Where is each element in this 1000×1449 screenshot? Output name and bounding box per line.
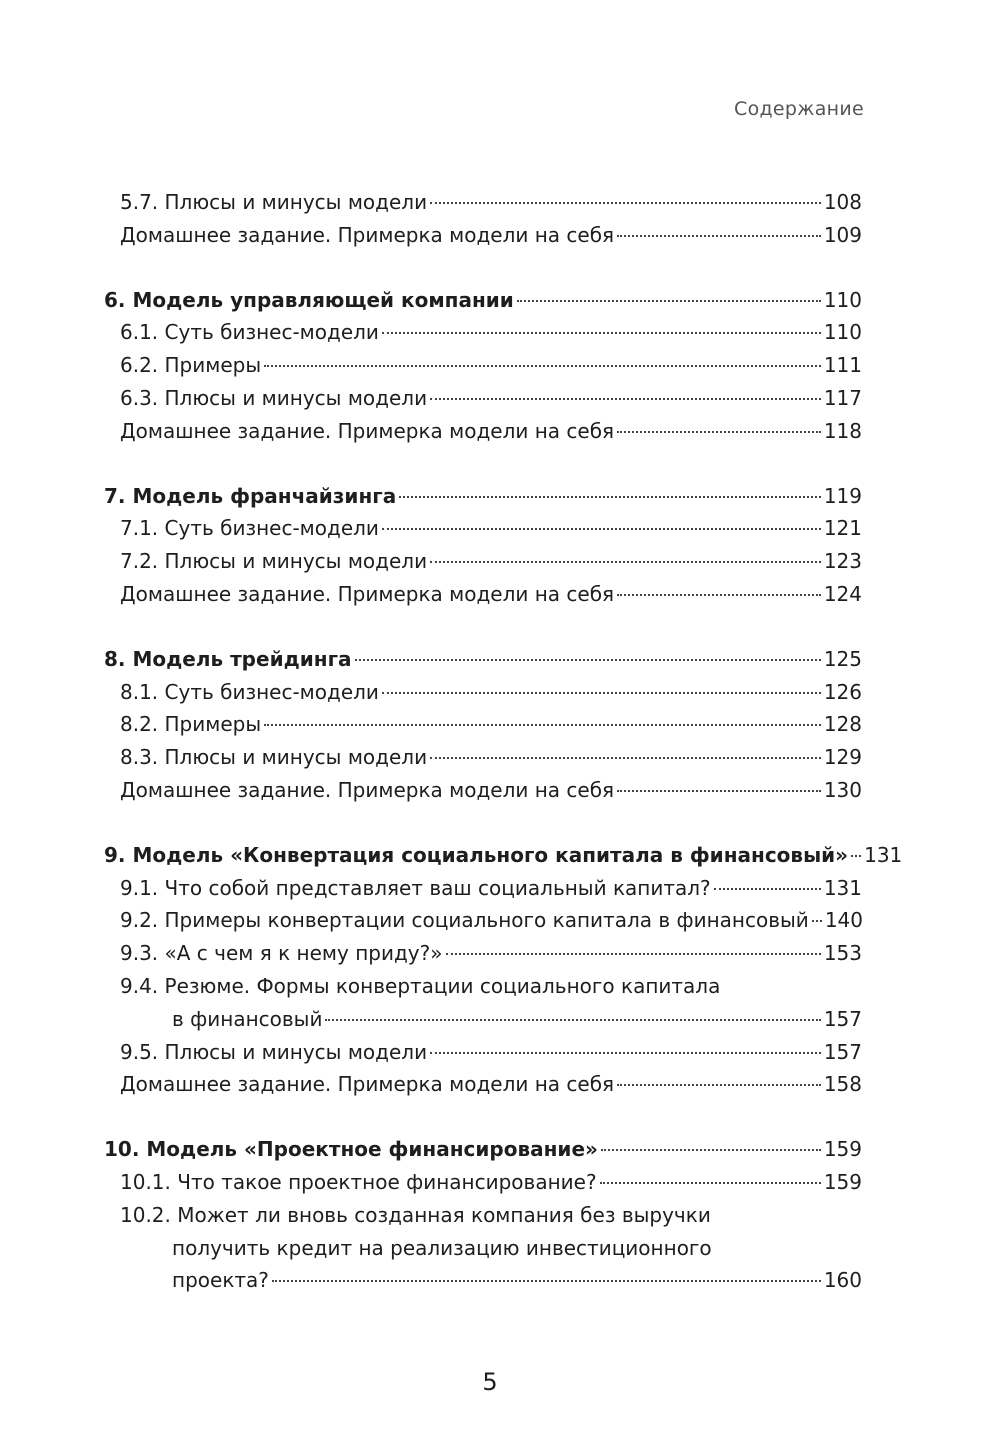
toc-chapter-entry[interactable] [104,839,903,872]
dot-leader [851,855,861,857]
dot-leader [617,431,821,433]
dot-leader [600,1182,821,1184]
toc-entry[interactable] [120,349,862,382]
toc-entry-title: 8.2. Примеры [120,712,262,737]
toc-chapter-entry[interactable] [104,284,862,317]
dot-leader [517,300,821,302]
dot-leader [355,659,821,661]
toc-entry-page: 126 [823,679,862,704]
table-of-contents [0,186,1000,1297]
toc-entry-page: 121 [823,516,862,541]
toc-entry-title-continuation: в финансовый [172,1006,323,1031]
toc-entry-page: 128 [823,712,862,737]
dot-leader [617,594,821,596]
toc-entry-page: 159 [823,1137,862,1162]
toc-entry[interactable] [120,904,862,937]
toc-entry-title: 10.1. Что такое проектное финансирование? [120,1169,597,1194]
toc-entry[interactable] [120,1166,862,1199]
toc-entry-title: 5.7. Плюсы и минусы модели [120,190,428,214]
toc-entry-title-continuation: получить кредит на реализацию инвестиционного [172,1235,712,1260]
toc-group-7 [0,480,1000,611]
toc-entry[interactable] [120,708,862,741]
toc-group-5 [0,186,1000,252]
toc-chapter-entry[interactable] [104,480,862,513]
toc-entry-page: 111 [823,353,862,378]
toc-entry-page: 108 [823,190,862,214]
toc-group-9 [0,839,1000,1101]
toc-chapter-entry[interactable] [104,1133,862,1166]
dot-leader [325,1019,820,1021]
toc-entry-page: 129 [823,745,862,770]
toc-entry-title: 7.2. Плюсы и минусы модели [120,549,428,574]
toc-entry-page: 158 [823,1072,862,1097]
toc-entry-page: 118 [823,418,862,443]
dot-leader [272,1280,821,1282]
toc-entry[interactable] [120,1068,862,1101]
toc-entry[interactable] [120,316,862,349]
toc-entry-page: 110 [823,320,862,345]
page-number: 5 [482,1368,498,1396]
toc-entry-title: Домашнее задание. Примерка модели на себя [120,777,615,802]
toc-entry-page: 157 [823,1006,862,1031]
dot-leader [617,1084,821,1086]
dot-leader [430,398,821,400]
toc-entry-multiline-start[interactable] [120,1199,862,1232]
toc-entry[interactable] [120,545,862,578]
toc-entry-title: 9.5. Плюсы и минусы модели [120,1039,428,1064]
toc-entry-title: 9.3. «А с чем я к нему приду?» [120,941,443,966]
toc-chapter-title: 8. Модель трейдинга [104,646,352,671]
dot-leader [399,496,821,498]
toc-entry-page: 110 [823,287,862,312]
dot-leader [601,1149,821,1151]
toc-entry-continuation[interactable] [172,1003,862,1036]
dot-leader [617,790,821,792]
toc-entry[interactable] [120,219,862,252]
toc-entry-continuation[interactable] [172,1264,862,1297]
toc-entry[interactable] [120,382,862,415]
toc-entry-page: 153 [823,941,862,966]
toc-entry[interactable] [120,676,862,709]
toc-entry[interactable] [120,937,862,970]
toc-entry[interactable] [120,186,862,219]
dot-leader [812,920,822,922]
toc-chapter-entry[interactable] [104,643,862,676]
dot-leader [714,888,821,890]
dot-leader [264,365,821,367]
toc-entry-page: 117 [823,385,862,410]
dot-leader [430,202,821,204]
toc-entry-title: 6.1. Суть бизнес-модели [120,320,379,345]
toc-entry-page: 119 [823,483,862,508]
toc-entry[interactable] [120,774,862,807]
toc-entry-page: 130 [823,777,862,802]
dot-leader [430,561,821,563]
toc-chapter-title: 9. Модель «Конвертация социального капитала в финансовый» [104,842,849,867]
dot-leader [382,692,821,694]
toc-entry-title: 6.2. Примеры [120,353,262,378]
toc-chapter-title: 10. Модель «Проектное финансирование» [104,1137,598,1162]
toc-chapter-title: 6. Модель управляющей компании [104,287,514,312]
toc-entry-title: 10.2. Может ли вновь созданная компания без выручки [120,1202,711,1227]
toc-entry-page: 123 [823,549,862,574]
toc-entry[interactable] [120,741,862,774]
toc-entry[interactable] [120,415,862,448]
toc-entry[interactable] [120,512,862,545]
toc-entry-title: 8.3. Плюсы и минусы модели [120,745,428,770]
toc-entry-multiline-start[interactable] [120,970,862,1003]
toc-entry-page: 109 [823,222,862,247]
toc-entry-continuation[interactable] [172,1232,862,1265]
toc-entry-title: 9.2. Примеры конвертации социального капитала в финансовый [120,908,809,933]
toc-entry-title-continuation: проекта? [172,1268,269,1293]
toc-entry-title: 9.4. Резюме. Формы конвертации социального капитала [120,973,721,998]
toc-entry-title: Домашнее задание. Примерка модели на себя [120,418,615,443]
toc-group-8 [0,643,1000,807]
toc-entry-page: 157 [823,1039,862,1064]
toc-entry-title: Домашнее задание. Примерка модели на себя [120,581,615,606]
toc-entry-title: 6.3. Плюсы и минусы модели [120,385,428,410]
dot-leader [430,1052,821,1054]
toc-entry-title: 9.1. Что собой представляет ваш социальный капитал? [120,875,711,900]
toc-entry-page: 125 [823,646,862,671]
toc-entry-page: 124 [823,581,862,606]
dot-leader [430,757,821,759]
dot-leader [446,953,821,955]
toc-entry-page: 140 [824,908,863,933]
toc-entry-title: Домашнее задание. Примерка модели на себя [120,222,615,247]
toc-entry-page: 159 [823,1169,862,1194]
toc-entry[interactable] [120,872,862,905]
toc-entry-page: 131 [864,842,903,867]
toc-group-6 [0,284,1000,448]
toc-entry-title: 8.1. Суть бизнес-модели [120,679,379,704]
dot-leader [382,332,821,334]
dot-leader [617,235,821,237]
toc-entry-page: 160 [823,1268,862,1293]
toc-entry[interactable] [120,578,862,611]
toc-entry-title: 7.1. Суть бизнес-модели [120,516,379,541]
toc-group-10 [0,1133,1000,1297]
dot-leader [264,724,821,726]
running-head: Содержание [734,98,864,120]
toc-chapter-title: 7. Модель франчайзинга [104,483,397,508]
toc-entry-page: 131 [823,875,862,900]
toc-entry-title: Домашнее задание. Примерка модели на себя [120,1072,615,1097]
dot-leader [382,528,821,530]
toc-entry[interactable] [120,1036,862,1069]
